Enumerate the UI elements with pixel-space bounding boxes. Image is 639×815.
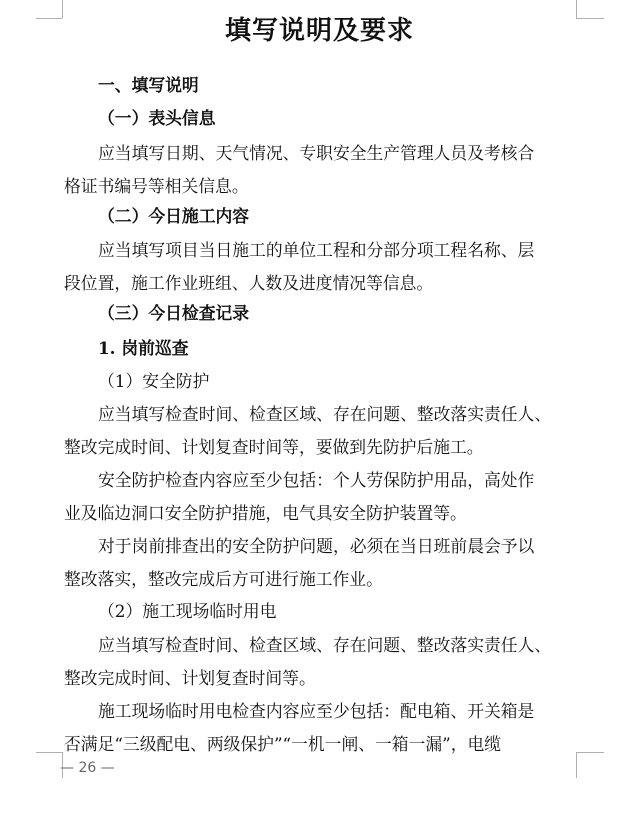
- paragraph-line: 整改完成时间、计划复查时间等。: [64, 668, 316, 688]
- paragraph-line: 应当填写检查时间、检查区域、存在问题、整改落实责任人、: [98, 635, 552, 655]
- item-heading: 1. 岗前巡查: [98, 338, 189, 358]
- page-number: — 26 —: [60, 760, 115, 776]
- paragraph-line: 对于岗前排查出的安全防护问题，必须在当日班前晨会予以: [98, 536, 535, 556]
- crop-mark-bottom-right: [576, 752, 577, 778]
- subsection-heading: （三）今日检查记录: [98, 303, 250, 323]
- crop-mark-bottom-right: [576, 752, 604, 753]
- subitem-heading: （1）安全防护: [98, 371, 210, 391]
- paragraph-line: 应当填写项目当日施工的单位工程和分部分项工程名称、层: [98, 240, 535, 260]
- paragraph-line: 整改完成时间、计划复查时间等，要做到先防护后施工。: [64, 437, 484, 457]
- paragraph-line: 格证书编号等相关信息。: [64, 176, 249, 196]
- paragraph-line: 整改落实，整改完成后方可进行施工作业。: [64, 569, 383, 589]
- paragraph-line: 安全防护检查内容应至少包括：个人劳保防护用品，高处作: [98, 470, 535, 490]
- crop-mark-bottom-left: [36, 752, 62, 753]
- paragraph-line: 业及临边洞口安全防护措施，电气具安全防护装置等。: [64, 503, 467, 523]
- subsection-heading: （二）今日施工内容: [98, 206, 250, 226]
- section-heading: 一、填写说明: [98, 75, 199, 95]
- subitem-heading: （2）施工现场临时用电: [98, 601, 277, 621]
- paragraph-line: 应当填写日期、天气情况、专职安全生产管理人员及考核合: [98, 143, 535, 163]
- paragraph-line: 否满足“三级配电、两级保护”“一机一闸、一箱一漏”，电缆: [64, 734, 502, 754]
- subsection-heading: （一）表头信息: [98, 108, 216, 128]
- paragraph-line: 施工现场临时用电检查内容应至少包括：配电箱、开关箱是: [98, 701, 535, 721]
- paragraph-line: 应当填写检查时间、检查区域、存在问题、整改落实责任人、: [98, 404, 552, 424]
- page-title: 填写说明及要求: [224, 16, 414, 46]
- paragraph-line: 段位置，施工作业班组、人数及进度情况等信息。: [64, 273, 434, 293]
